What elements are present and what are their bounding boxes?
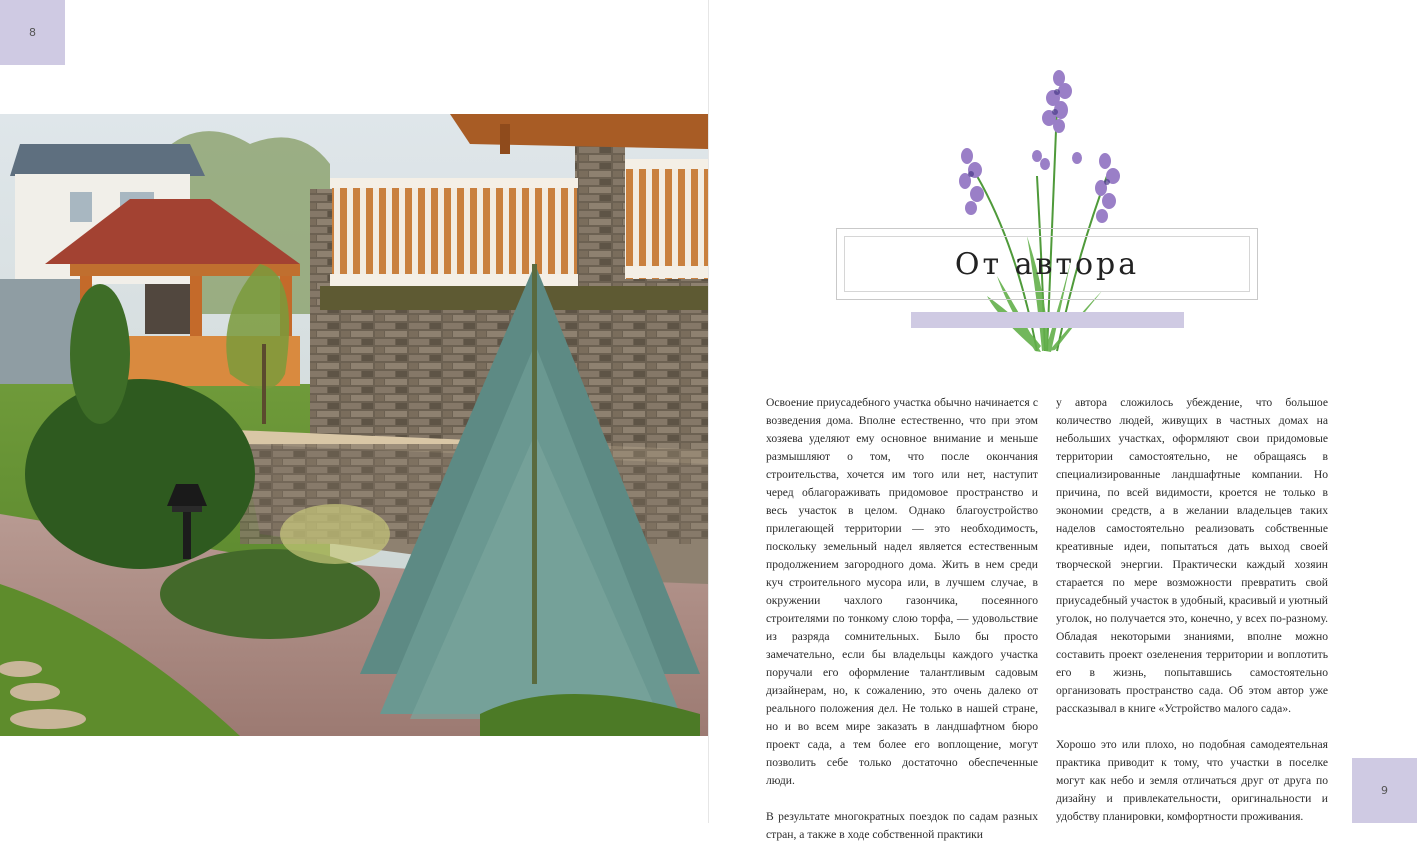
text-column-2 <box>1056 394 1328 844</box>
page-number-right-label: 9 <box>1381 784 1388 797</box>
title-frame-inner <box>844 236 1250 292</box>
text-column-1 <box>766 394 1038 862</box>
title-frame <box>836 228 1258 300</box>
page-number-left <box>0 0 65 65</box>
paragraph: у автора сложилось убеждение, что большое количество людей, живущих в частных домах на небольших участках, оформляют свои придомовые территории самостоятельно, не обращаясь в специализированные ландшафтные компании. Но причина, по всей видимости, кроется не только в экономии средств, а в желании владельцев таких наделов самостоятельно реализовать собственные креативные идеи, попытаться дать выход своей творческой энергии. Практически каждый хозяин старается по мере возможности превратить свой приусадебный участок в удобный, красивый и уютный уголок, но получается это, конечно, у всех по-разному. Обладая некоторыми знаниями, вполне можно составить проект озеленения территории и воплотить его в жизнь, попытавшись самостоятельно организовать пространство сада. Об этом автор уже рассказывал в книге «Устройство малого сада». <box>1056 396 1328 715</box>
chapter-title: От автора <box>954 246 1140 282</box>
paragraph: Освоение приусадебного участка обычно начинается с возведения дома. Вполне естественно, что при этом хозяева уделяют ему основное внимание и меньше размышляют о том, что после окончания строительства, хочется им того или нет, наступит черед облагораживать придомовое пространство и весь участок в целом. Однако благоустройство прилегающей территории — это необходимость, поскольку земельный надел является естественным продолжением загородного дома. Жить в нем среди куч строительного мусора или, в лучшем случае, в окружении чахлого газончика, посеянного строителями по тонкому слою торфа, — удовольствие из разряда сомнительных. Было бы просто замечательно, если бы владельцы каждого участка поручали его оформление талантливым садовым дизайнерам, но, к сожалению, это очень далеко от реального положения дел. Не только в нашей стране, но и во всем мире заказать в ландшафтном бюро проект сада, а тем более его воплощение, могут позволить себе только достаточно обеспеченные люди. <box>766 396 1038 787</box>
right-page <box>709 0 1417 841</box>
page-number-right <box>1352 758 1417 823</box>
paragraph: В результате многократных поездок по садам разных стран, а также в ходе собственной практики <box>766 810 1038 841</box>
garden-photo <box>0 114 708 736</box>
left-page <box>0 0 708 823</box>
paragraph: Хорошо это или плохо, но подобная самодеятельная практика приводит к тому, что участки в поселке могут как небо и земля отличаться друг от друга по дизайну и привлекательности, оригинальности и удобству планировки, комфортности проживания. <box>1056 738 1328 823</box>
page-number-left-label: 8 <box>29 26 36 39</box>
title-accent-bar <box>911 312 1184 328</box>
